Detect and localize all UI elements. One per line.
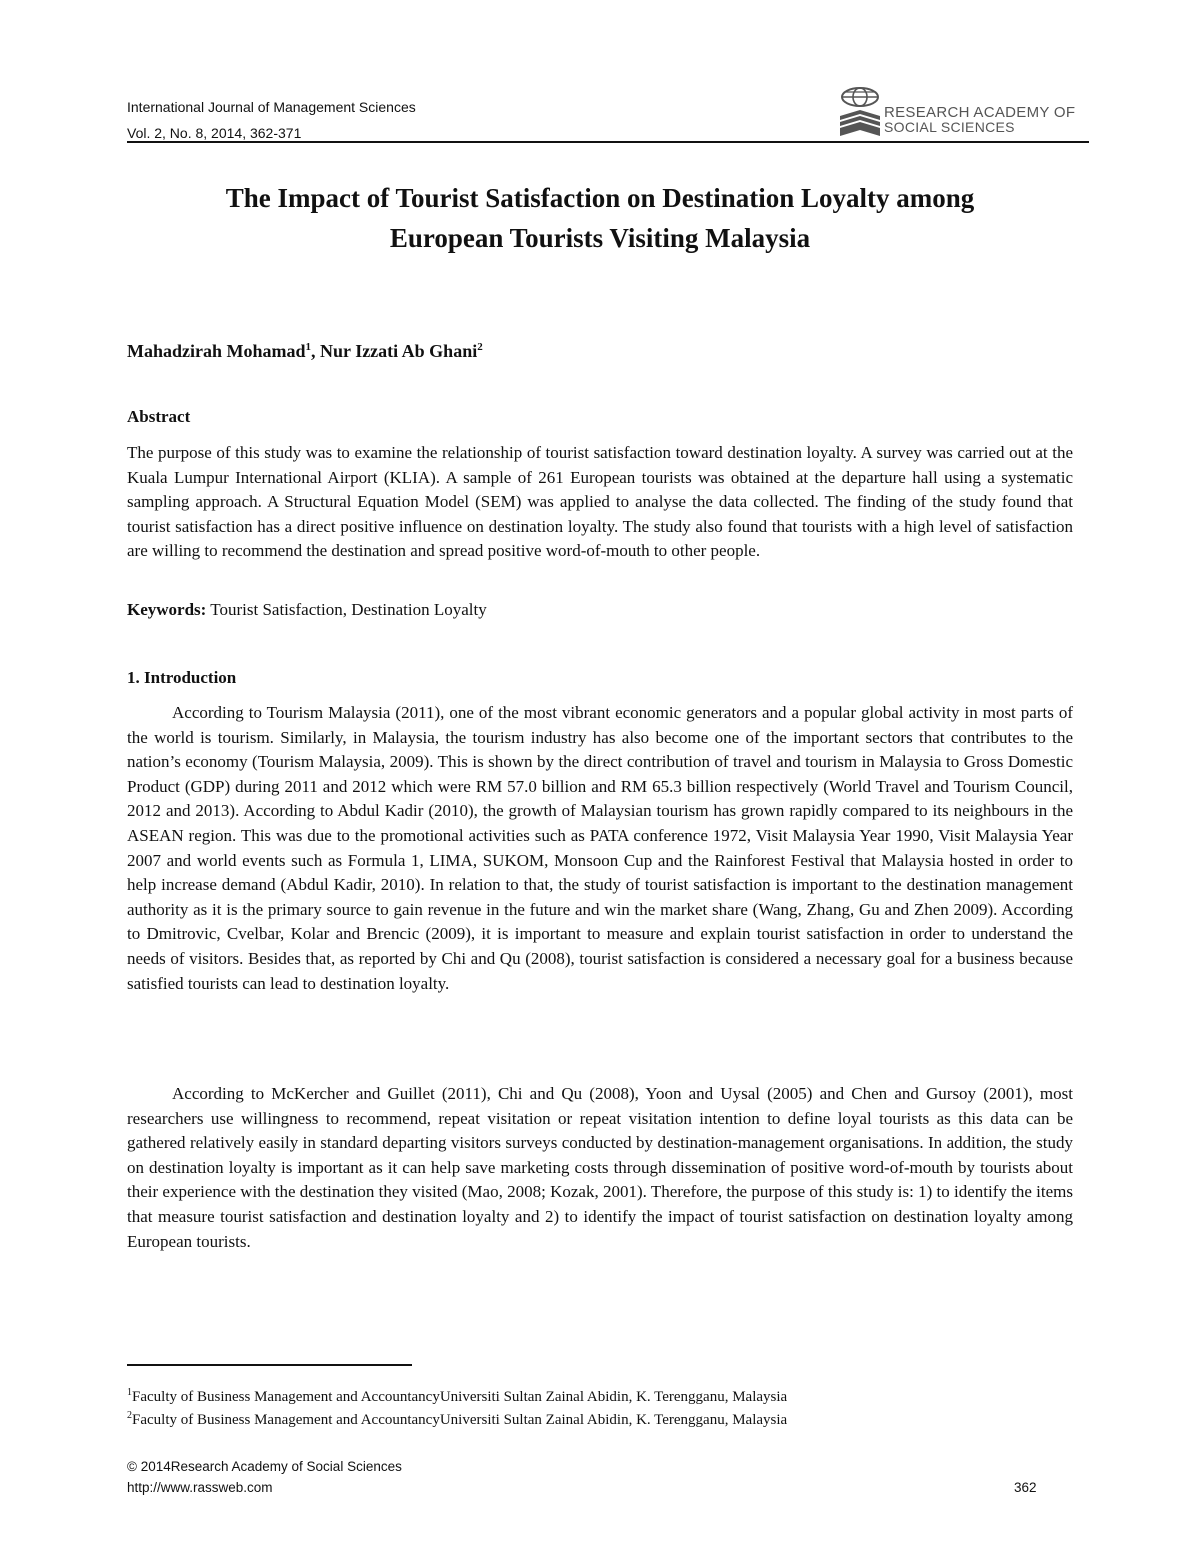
footnote-1-mark: 1 bbox=[127, 1387, 132, 1398]
footnote-1-text: Faculty of Business Management and AccountancyUniversiti Sultan Zainal Abidin, K. Terengganu, Malaysia bbox=[132, 1389, 788, 1405]
keywords-label: Keywords: bbox=[127, 600, 207, 619]
footnote-rule bbox=[127, 1364, 412, 1366]
introduction-paragraph-2: According to McKercher and Guillet (2011), Chi and Qu (2008), Yoon and Uysal (2005) and Chen and Gursoy (2001), most researchers use willingness to recommend, repeat visitation or repeat visitation intention to define loyal tourists as this data can be gathered relatively easily in standard departing visitors surveys conducted by destination-management organisations. In addition, the study on destination loyalty is important as it can help save marketing costs through dissemination of positive word-of-mouth by tourists about their experience with the destination they visited (Mao, 2008; Kozak, 2001). Therefore, the purpose of this study is: 1) to identify the items that measure tourist satisfaction and destination loyalty and 2) to identify the impact of tourist satisfaction on destination loyalty among European tourists. bbox=[127, 1084, 1073, 1251]
author-separator: , bbox=[311, 341, 321, 361]
copyright-notice: © 2014Research Academy of Social Sciences bbox=[127, 1459, 402, 1474]
author-1-affiliation-mark: 1 bbox=[305, 341, 312, 353]
introduction-heading: 1. Introduction bbox=[127, 668, 237, 687]
title-line-2: European Tourists Visiting Malaysia bbox=[389, 223, 811, 253]
logo-text-line1: RESEARCH ACADEMY OF bbox=[884, 104, 1076, 121]
publisher-url[interactable]: http://www.rassweb.com bbox=[127, 1480, 273, 1495]
abstract-text: The purpose of this study was to examine the relationship of tourist satisfaction toward destination loyalty. A survey was carried out at the Kuala Lumpur International Airport (KLIA). A sample of 261 European tourists was obtained at the departure hall using a systematic sampling approach. A Structural Equation Model (SEM) was applied to analyse the data collected. The finding of the study found that tourist satisfaction has a direct positive influence on destination loyalty. The study also found that tourists with a high level of satisfaction are willing to recommend the destination and spread positive word-of-mouth to other people. bbox=[127, 443, 1073, 561]
footnote-2-text: Faculty of Business Management and AccountancyUniversiti Sultan Zainal Abidin, K. Terengganu, Malaysia bbox=[132, 1412, 788, 1428]
footnote-2 bbox=[127, 1405, 787, 1431]
footnote-2-mark: 2 bbox=[127, 1410, 132, 1421]
title-line-1: The Impact of Tourist Satisfaction on Destination Loyalty among bbox=[225, 183, 975, 213]
journal-volume: Vol. 2, No. 8, 2014, 362-371 bbox=[127, 125, 302, 141]
book-globe-icon bbox=[834, 86, 886, 142]
paper-title bbox=[100, 178, 1100, 258]
journal-name: International Journal of Management Sciences bbox=[127, 99, 416, 115]
header-rule bbox=[127, 141, 1089, 143]
author-list bbox=[127, 334, 483, 364]
logo-text-line2: SOCIAL SCIENCES bbox=[884, 119, 1015, 135]
author-1: Mahadzirah Mohamad bbox=[127, 341, 306, 361]
introduction-paragraph-1: According to Tourism Malaysia (2011), one of the most vibrant economic generators and a popular global activity in most parts of the world is tourism. Similarly, in Malaysia, the tourism industry has also become one of the important sectors that contributes to the nation’s economy (Tourism Malaysia, 2009). This is shown by the direct contribution of travel and tourism in Malaysia to Gross Domestic Product (GDP) during 2011 and 2012 which were RM 57.0 billion and RM 65.3 billion respectively (World Travel and Tourism Council, 2012 and 2013). According to Abdul Kadir (2010), the growth of Malaysian tourism has grown rapidly compared to its neighbours in the ASEAN region. This was due to the promotional activities such as PATA conference 1972, Visit Malaysia Year 1990, Visit Malaysia Year 2007 and world events such as Formula 1, LIMA, SUKOM, Monsoon Cup and the Rainforest Festival that Malaysia hosted in order to help increase demand (Abdul Kadir, 2010). In relation to that, the study of tourist satisfaction is important to the destination management authority as it is the primary source to gain revenue in the future and win the market share (Wang, Zhang, Gu and Zhen 2009). According to Dmitrovic, Cvelbar, Kolar and Brencic (2009), it is important to measure and explain tourist satisfaction in order to understand the needs of visitors. Besides that, as reported by Chi and Qu (2008), tourist satisfaction is considered a necessary goal for a business because satisfied tourists can lead to destination loyalty. bbox=[127, 703, 1073, 993]
page-number: 362 bbox=[1014, 1480, 1037, 1495]
author-2: Nur Izzati Ab Ghani bbox=[320, 341, 478, 361]
keywords bbox=[127, 598, 487, 622]
keywords-text: Tourist Satisfaction, Destination Loyalty bbox=[206, 600, 487, 619]
abstract-heading: Abstract bbox=[127, 407, 191, 426]
author-2-affiliation-mark: 2 bbox=[477, 341, 483, 353]
publisher-logo bbox=[834, 86, 1094, 142]
